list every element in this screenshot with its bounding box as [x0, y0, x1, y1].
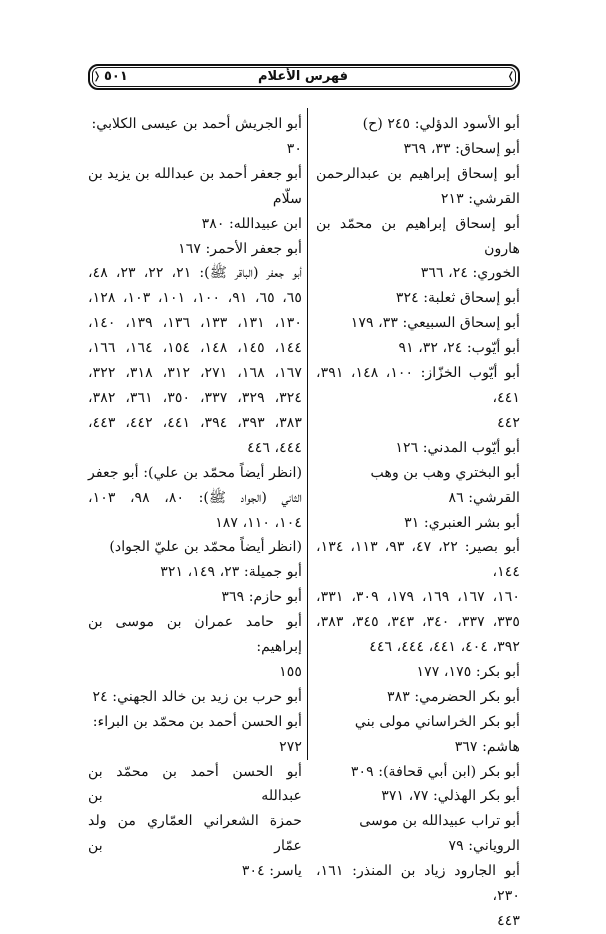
- ornament-right-icon: ❬: [506, 71, 516, 82]
- index-column-left: [88, 112, 302, 884]
- index-line: أبو أيّوب المدني: ١٢٦: [395, 439, 520, 456]
- index-line: أبو جعفر أحمد بن عبدالله بن يزيد بن سلّام: [88, 165, 302, 207]
- index-line: ابن عبيدالله: ٣٨٠: [201, 215, 302, 232]
- index-line: أبو حامد عمران بن موسى بن إبراهيم:: [88, 614, 302, 656]
- index-line: ١٦٠، ١٦٧، ١٦٩، ١٧٩، ٣٠٩، ٣٣١،: [316, 589, 521, 606]
- index-line: ياسر: ٣٠٤: [241, 863, 302, 880]
- index-line: ١٥٥: [279, 663, 302, 680]
- ornament-left-icon: ❭: [92, 71, 102, 82]
- index-column-right: [316, 112, 520, 934]
- running-header-title: فهرس الأعلام: [257, 69, 349, 84]
- index-line: ٤٤٢: [497, 414, 520, 431]
- index-line: أبو إسحاق ثعلبة: ٣٢٤: [395, 290, 520, 307]
- index-line: الثاني (الجواد ﷺ): ٨٠، ٩٨، ١٠٣،: [88, 489, 302, 506]
- index-line: أبو الأسود الدؤلي: ٢٤٥ (ح): [362, 116, 520, 132]
- index-line: أبو أيّوب: ٢٤، ٣٢، ٩١: [398, 340, 520, 357]
- index-line: أبو الجريش أحمد بن عيسى الكلابي: ٣٠: [91, 116, 302, 157]
- index-line: ٣٢٤، ٣٢٩، ٣٣٧، ٣٥٠، ٣٦١، ٣٨٢،: [88, 389, 303, 406]
- index-line: أبو الجارود زياد بن المنذر: ١٦١، ٢٣٠،: [316, 863, 520, 905]
- index-line: الخوري: ٢٤، ٣٦٦: [420, 265, 520, 282]
- index-line: ١٣٠، ١٣١، ١٣٣، ١٣٦، ١٣٩، ١٤٠،: [88, 315, 303, 332]
- index-line: أبو بصير: ٢٢، ٤٧، ٩٣، ١١٣، ١٣٤، ١٤٤،: [316, 539, 521, 581]
- index-line: أبو حرب بن زيد بن خالد الجهني: ٢٤: [92, 688, 302, 705]
- index-line: أبو بكر الحضرمي: ٣٨٣: [387, 688, 520, 705]
- index-line: أبو جعفر (الباقر ﷺ): ٢١، ٢٢، ٢٣، ٤٨،: [88, 265, 302, 282]
- index-line: أبو حازم: ٣٦٩: [221, 589, 302, 606]
- index-line: أبو أيّوب الخزّاز: ١٠٠، ١٤٨، ٣٩١، ٤٤١،: [316, 365, 520, 406]
- index-line: أبو إسحاق إبراهيم بن محمّد بن هارون: [316, 215, 520, 257]
- index-line: أبو بكر الهذلي: ٧٧، ٣٧١: [381, 788, 520, 805]
- index-line: أبو جعفر الأحمر: ١٦٧: [178, 240, 302, 257]
- index-line: القرشي: ٢١٣: [440, 190, 520, 207]
- index-line: أبو تراب عبيدالله بن موسى الروياني: ٧٩: [359, 813, 520, 855]
- page-number: ٥٠١: [104, 69, 128, 84]
- index-line: ١٠٤، ١١٠، ١٨٧: [215, 514, 302, 531]
- index-line: ٦٥، ٦٥، ٩١، ١٠٠، ١٠١، ١٠٣، ١٢٨،: [88, 290, 303, 307]
- index-line: أبو الحسن أحمد بن محمّد بن عبدالله بن: [88, 763, 302, 805]
- index-line: أبو إسحاق السبيعي: ٣٣، ١٧٩: [350, 315, 520, 332]
- index-line: أبو بكر الخراساني مولى بني هاشم: ٣٦٧: [354, 713, 520, 755]
- index-line: ١٤٤، ١٤٥، ١٤٨، ١٥٤، ١٦٤، ١٦٦،: [88, 340, 303, 357]
- index-line: أبو إسحاق إبراهيم بن عبدالرحمن: [316, 165, 520, 182]
- index-line: حمزة الشعراني العمّاري من ولد عمّار بن: [88, 813, 302, 855]
- index-line: ٣٣٥، ٣٣٧، ٣٤٠، ٣٤٣، ٣٤٥، ٣٨٣،: [316, 614, 521, 631]
- index-line: ١٦٧، ١٦٨، ٢٧١، ٣١٢، ٣١٨، ٣٢٢،: [88, 365, 303, 382]
- index-line: أبو بشر العنبري: ٣١: [404, 514, 520, 531]
- index-line: (انظر أيضاً محمّد بن علي): أبو جعفر: [88, 464, 302, 481]
- index-line: أبو بكر (ابن أبي قحافة): ٣٠٩: [350, 763, 520, 780]
- index-line: أبو البختري وهب بن وهب القرشي: ٨٦: [370, 464, 520, 506]
- index-line: ٤٤٣: [497, 913, 520, 929]
- column-divider: [307, 108, 308, 760]
- index-line: أبو الحسن أحمد بن محمّد بن البراء: ٢٧٢: [92, 713, 302, 755]
- index-line: ٣٨٣، ٣٩٣، ٣٩٤، ٤٤١، ٤٤٢، ٤٤٣،: [88, 414, 303, 431]
- index-line: أبو إسحاق: ٣٣، ٣٦٩: [403, 140, 520, 157]
- index-line: (انظر أيضاً محمّد بن عليّ الجواد): [109, 539, 302, 556]
- index-line: ٣٩٢، ٤٠٤، ٤٤١، ٤٤٤، ٤٤٦: [369, 639, 520, 656]
- index-line: أبو بكر: ١٧٥، ١٧٧: [416, 663, 520, 680]
- index-line: ٤٤٤، ٤٤٦: [247, 439, 302, 456]
- index-line: أبو جميلة: ٢٣، ١٤٩، ٣٢١: [160, 564, 302, 581]
